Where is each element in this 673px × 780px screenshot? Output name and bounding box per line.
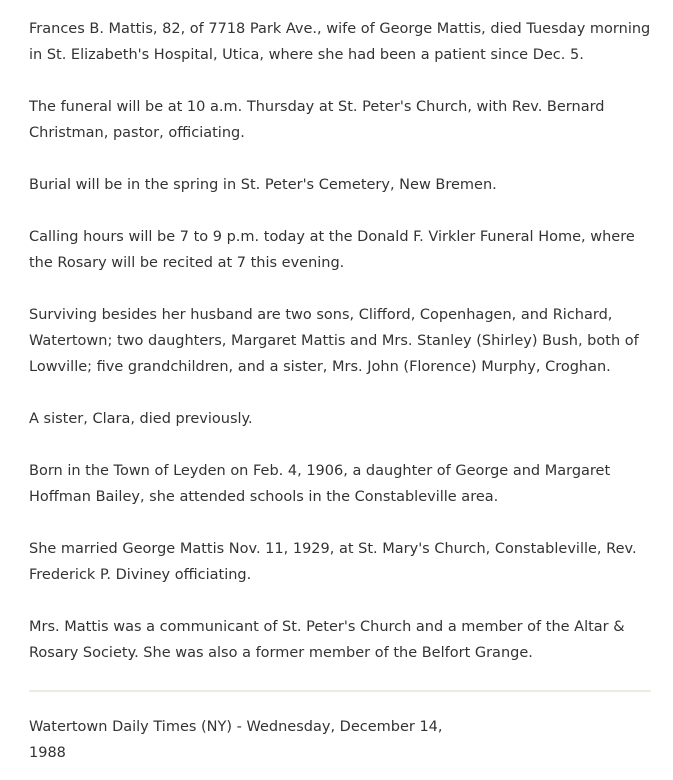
paragraph-birth: Born in the Town of Leyden on Feb. 4, 1906, a daughter of George and Margaret Hoffman Bailey, she attended schools in the Constableville area. [29, 463, 611, 505]
obituary-article [29, 16, 651, 692]
paragraph-burial: Burial will be in the spring in St. Peter's Cemetery, New Bremen. [29, 177, 497, 193]
paragraph-calling-hours: Calling hours will be 7 to 9 p.m. today at the Donald F. Virkler Funeral Home, where the Rosary will be recited at 7 this evening. [29, 229, 635, 271]
paragraph-death-notice: Frances B. Mattis, 82, of 7718 Park Ave., wife of George Mattis, died Tuesday morning in St. Elizabeth's Hospital, Utica, where she had been a patient since Dec. 5. [29, 21, 651, 63]
paragraph-memberships: Mrs. Mattis was a communicant of St. Peter's Church and a member of the Altar & Rosary Society. She was also a former member of the Belfort Grange. [29, 619, 625, 661]
source-citation: Watertown Daily Times (NY) - Wednesday, December 14, 1988 [29, 719, 443, 761]
paragraph-marriage: She married George Mattis Nov. 11, 1929, at St. Mary's Church, Constableville, Rev. Frederick P. Diviney officiating. [29, 541, 637, 583]
divider [29, 690, 651, 692]
paragraph-survivors: Surviving besides her husband are two sons, Clifford, Copenhagen, and Richard, Watertown; two daughters, Margaret Mattis and Mrs. Stanley (Shirley) Bush, both of Lowville; five grandchildren, and a sister, Mrs. John (Florence) Murphy, Croghan. [29, 307, 639, 375]
paragraph-funeral: The funeral will be at 10 a.m. Thursday at St. Peter's Church, with Rev. Bernard Christman, pastor, officiating. [29, 99, 605, 141]
paragraph-predeceased: A sister, Clara, died previously. [29, 411, 253, 427]
